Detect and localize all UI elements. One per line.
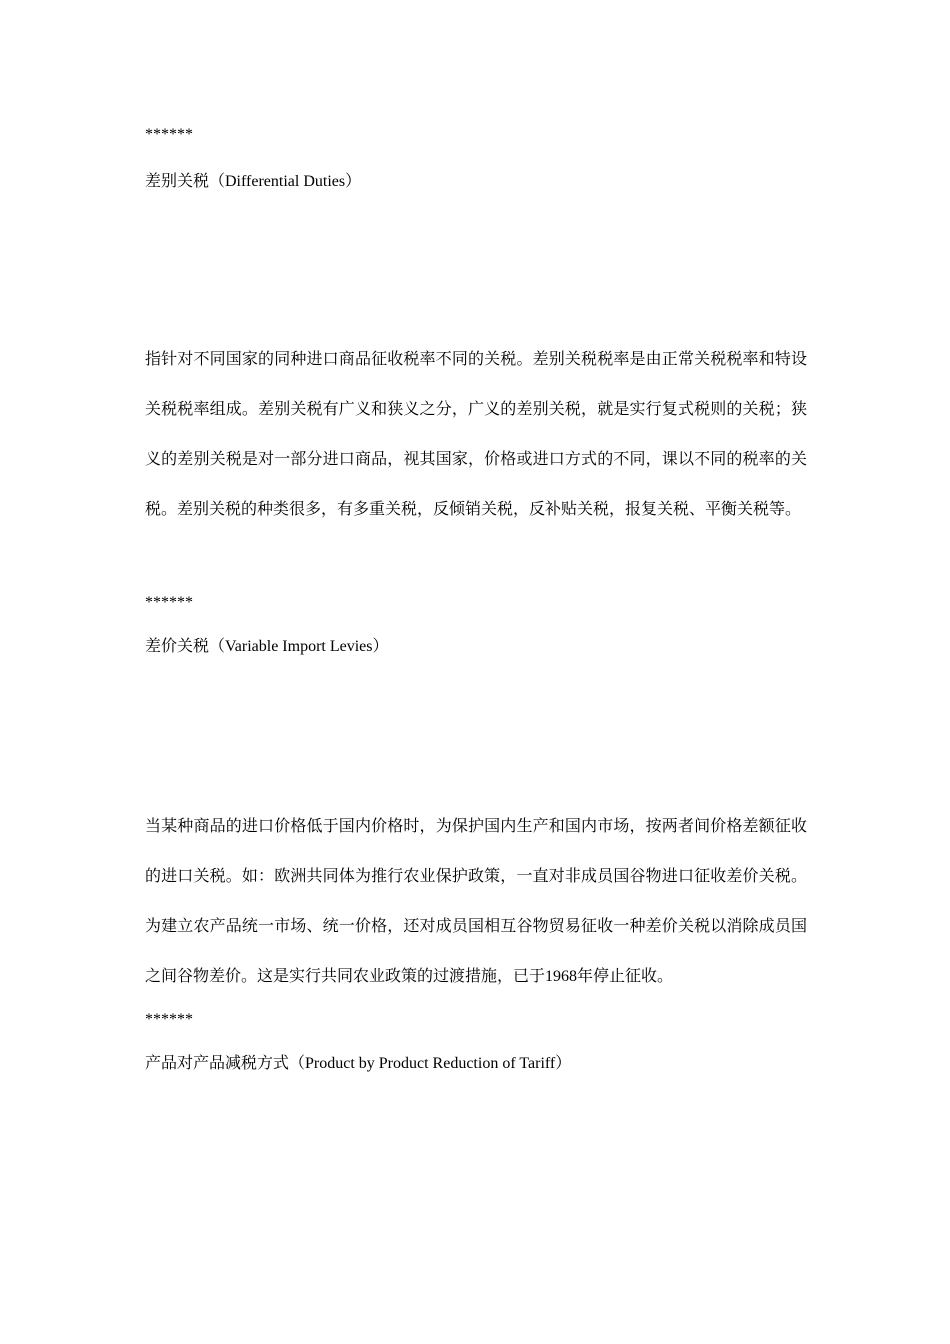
- section-separator: ******: [145, 1011, 193, 1028]
- section-heading-product-by-product: 产品对产品减税方式（Product by Product Reduction of Tariff）: [145, 1055, 572, 1072]
- section-separator: ******: [145, 126, 193, 143]
- section-body-variable-import-levies: 当某种商品的进口价格低于国内价格时，为保护国内生产和国内市场，按两者间价格差额征收的进口关税。如：欧洲共同体为推行农业保护政策，一直对非成员国谷物进口征收差价关税。为建立农产品统一市场、统一价格，还对成员国相互谷物贸易征收一种差价关税以消除成员国之间谷物差价。这是实行共同农业政策的过渡措施，已于1968年停止征收。: [145, 818, 807, 985]
- section-heading-variable-import-levies: 差价关税（Variable Import Levies）: [145, 638, 389, 655]
- section-heading-differential-duties: 差别关税（Differential Duties）: [145, 173, 362, 190]
- section-separator: ******: [145, 594, 193, 611]
- section-body-differential-duties: 指针对不同国家的同种进口商品征收税率不同的关税。差别关税税率是由正常关税税率和特设关税税率组成。差别关税有广义和狭义之分，广义的差别关税，就是实行复式税则的关税；狭义的差别关税是对一部分进口商品，视其国家，价格或进口方式的不同，课以不同的税率的关税。差别关税的种类很多，有多重关税，反倾销关税，反补贴关税，报复关税、平衡关税等。: [145, 351, 807, 518]
